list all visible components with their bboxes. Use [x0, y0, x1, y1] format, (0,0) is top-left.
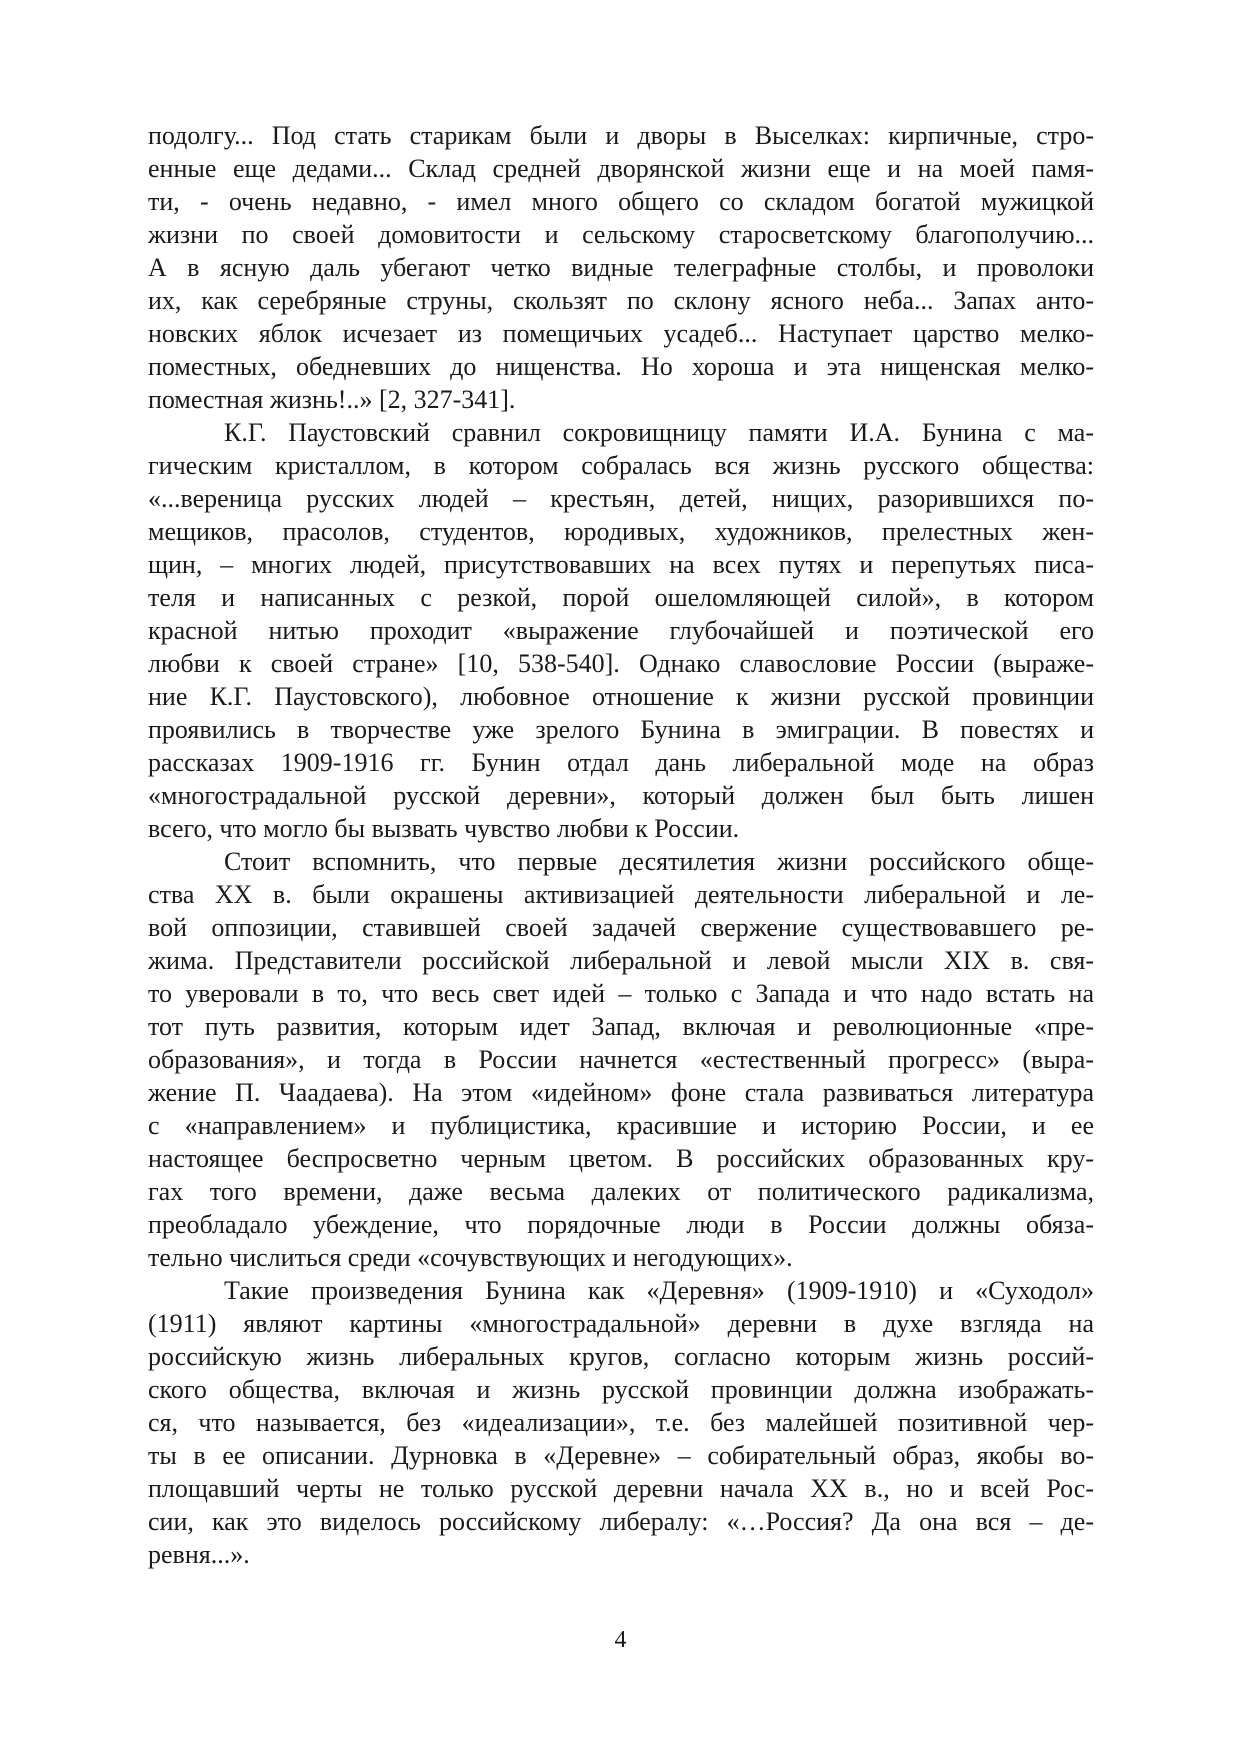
text-line: их, как серебряные струны, скользят по склону ясного неба... Запах анто- — [148, 286, 1094, 315]
text-line: енные еще дедами... Склад средней дворянской жизни еще и на моей памя- — [148, 154, 1094, 183]
text-line: ты в ее описании. Дурновка в «Деревне» – собирательный образ, якобы во- — [148, 1441, 1094, 1470]
text-line: Стоит вспомнить, что первые десятилетия жизни российского обще- — [224, 847, 1094, 876]
text-line: площавший черты не только русской деревни начала XX в., но и всей Рос- — [148, 1474, 1094, 1503]
text-line: поместных, обедневших до нищенства. Но хороша и эта нищенская мелко- — [148, 352, 1094, 381]
text-line: проявились в творчестве уже зрелого Бунина в эмиграции. В повестях и — [148, 715, 1094, 744]
paragraph-1 — [148, 119, 1094, 416]
text-line: ся, что называется, без «идеализации», т.е. без малейшей позитивной чер- — [148, 1408, 1094, 1437]
text-line: любви к своей стране» [10, 538-540]. Однако славословие России (выраже- — [148, 649, 1094, 678]
text-line: преобладало убеждение, что порядочные люди в России должны обяза- — [148, 1210, 1094, 1239]
text-line: с «направлением» и публицистика, красившие и историю России, и ее — [148, 1111, 1094, 1140]
text-line: Такие произведения Бунина как «Деревня» (1909-1910) и «Суходол» — [224, 1276, 1094, 1305]
text-line: тельно числиться среди «сочувствующих и негодующих». — [148, 1243, 793, 1272]
text-line: то уверовали в то, что весь свет идей – только с Запада и что надо встать на — [148, 979, 1094, 1008]
text-line: К.Г. Паустовский сравнил сокровищницу памяти И.А. Бунина с ма- — [224, 418, 1094, 447]
text-line: тот путь развития, которым идет Запад, включая и революционные «пре- — [148, 1012, 1094, 1041]
text-line: жизни по своей домовитости и сельскому старосветскому благополучию... — [148, 220, 1094, 249]
text-line: всего, что могло бы вызвать чувство любви к России. — [148, 814, 740, 843]
text-line: ства XX в. были окрашены активизацией деятельности либеральной и ле- — [148, 880, 1094, 909]
text-line: поместная жизнь!..» [2, 327-341]. — [148, 385, 516, 414]
text-line: образования», и тогда в России начнется «естественный прогресс» (выра- — [148, 1045, 1094, 1074]
text-line: ние К.Г. Паустовского), любовное отношение к жизни русской провинции — [148, 682, 1094, 711]
text-line: рассказах 1909-1916 гг. Бунин отдал дань либеральной моде на образ — [148, 748, 1094, 777]
text-line: А в ясную даль убегают четко видные телеграфные столбы, и проволоки — [148, 253, 1094, 282]
text-line: теля и написанных с резкой, порой ошеломляющей силой», в котором — [148, 583, 1094, 612]
text-line: красной нитью проходит «выражение глубочайшей и поэтической его — [148, 616, 1094, 645]
text-line: настоящее беспросветно черным цветом. В российских образованных кру- — [148, 1144, 1094, 1173]
paragraph-2 — [148, 416, 1094, 845]
text-line: российскую жизнь либеральных кругов, согласно которым жизнь россий- — [148, 1342, 1094, 1371]
text-line: ревня...». — [148, 1540, 250, 1569]
text-line: щин, – многих людей, присутствовавших на всех путях и перепутьях писа- — [148, 550, 1094, 579]
text-line: жима. Представители российской либеральной и левой мысли XIX в. свя- — [148, 946, 1094, 975]
text-line: гическим кристаллом, в котором собралась вся жизнь русского общества: — [148, 451, 1094, 480]
paragraph-3 — [148, 845, 1094, 1274]
text-line: новских яблок исчезает из помещичьих усадеб... Наступает царство мелко- — [148, 319, 1094, 348]
text-line: «...вереница русских людей – крестьян, детей, нищих, разорившихся по- — [148, 484, 1094, 513]
text-line: «многострадальной русской деревни», который должен был быть лишен — [148, 781, 1094, 810]
text-line: сии, как это виделось российскому либералу: «…Россия? Да она вся – де- — [148, 1507, 1094, 1536]
text-line: ти, - очень недавно, - имел много общего со складом богатой мужицкой — [148, 187, 1094, 216]
text-line: (1911) являют картины «многострадальной» деревни в духе взгляда на — [148, 1309, 1094, 1338]
text-line: вой оппозиции, ставившей своей задачей свержение существовавшего ре- — [148, 913, 1094, 942]
text-line: мещиков, прасолов, студентов, юродивых, художников, прелестных жен- — [148, 517, 1094, 546]
text-line: подолгу... Под стать старикам были и дворы в Выселках: кирпичные, стро- — [148, 121, 1094, 150]
body-text — [148, 119, 1094, 1571]
page-number: 4 — [614, 1627, 627, 1653]
text-line: ского общества, включая и жизнь русской провинции должна изображать- — [148, 1375, 1094, 1404]
paragraph-4 — [148, 1274, 1094, 1571]
text-line: жение П. Чаадаева). На этом «идейном» фоне стала развиваться литература — [148, 1078, 1094, 1107]
text-line: гах того времени, даже весьма далеких от политического радикализма, — [148, 1177, 1094, 1206]
